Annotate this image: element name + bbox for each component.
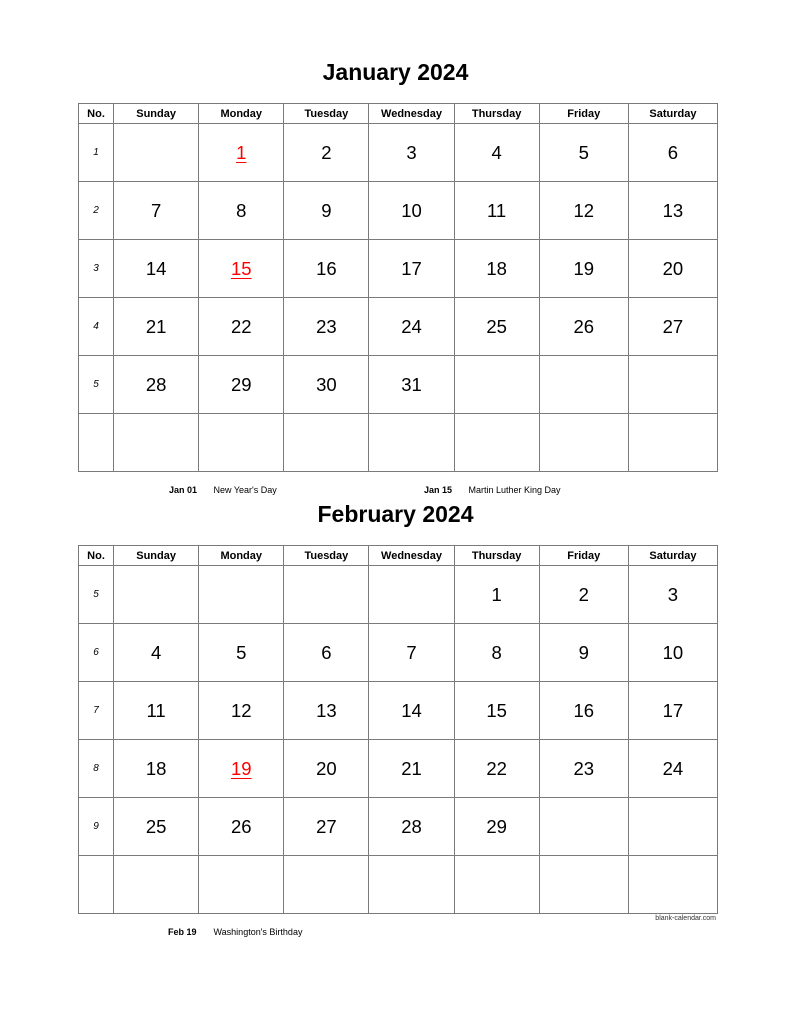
day-number: 21 <box>401 757 422 779</box>
weekday-header-wednesday: Wednesday <box>369 546 454 566</box>
day-number: 10 <box>401 199 422 221</box>
weekday-header-thursday: Thursday <box>454 104 539 124</box>
day-cell <box>369 124 454 182</box>
day-number: 3 <box>667 583 679 605</box>
day-number: 4 <box>150 641 162 663</box>
holiday-name: Martin Luther King Day <box>468 485 561 495</box>
day-cell <box>628 240 717 298</box>
day-cell <box>199 856 284 914</box>
day-cell <box>454 414 539 472</box>
holiday-day-number: 1 <box>236 141 247 163</box>
week-row <box>79 182 718 240</box>
day-cell <box>284 124 369 182</box>
day-cell <box>628 182 717 240</box>
day-number: 23 <box>316 315 337 337</box>
february-title: February 2024 <box>317 501 474 527</box>
day-number: 29 <box>230 373 252 395</box>
day-cell <box>539 240 628 298</box>
day-cell <box>114 740 199 798</box>
day-cell <box>628 414 717 472</box>
day-number: 27 <box>662 315 684 337</box>
day-cell <box>199 798 284 856</box>
holiday-note-jan15 <box>424 485 561 495</box>
day-cell <box>539 182 628 240</box>
day-cell <box>539 798 628 856</box>
week-number-header: No. <box>79 104 114 124</box>
day-cell <box>284 414 369 472</box>
day-number: 30 <box>316 373 337 395</box>
weekday-header-tuesday: Tuesday <box>284 104 369 124</box>
day-number: 18 <box>486 257 507 279</box>
day-cell <box>454 298 539 356</box>
day-cell <box>539 124 628 182</box>
day-number: 2 <box>321 141 332 163</box>
week-number: 8 <box>79 740 114 798</box>
day-number: 9 <box>578 641 589 663</box>
week-row <box>79 856 718 914</box>
day-number: 22 <box>486 757 507 779</box>
weekday-header-monday: Monday <box>199 546 284 566</box>
week-row <box>79 566 718 624</box>
day-number: 28 <box>145 373 167 395</box>
holiday-date: Feb 19 <box>168 927 197 937</box>
week-number <box>79 856 114 914</box>
day-cell <box>284 182 369 240</box>
week-number: 6 <box>79 624 114 682</box>
week-number: 1 <box>79 124 114 182</box>
day-number: 23 <box>573 757 595 779</box>
day-cell <box>628 682 717 740</box>
day-cell <box>628 566 717 624</box>
day-cell <box>114 682 199 740</box>
day-cell <box>628 856 717 914</box>
day-number: 10 <box>662 641 684 663</box>
day-cell <box>114 624 199 682</box>
week-row <box>79 124 718 182</box>
weekday-header-wednesday: Wednesday <box>369 104 454 124</box>
week-number: 4 <box>79 298 114 356</box>
day-number: 7 <box>406 641 417 663</box>
day-number: 19 <box>573 257 595 279</box>
day-cell <box>199 298 284 356</box>
day-number: 13 <box>316 699 337 721</box>
weekday-header-tuesday: Tuesday <box>284 546 369 566</box>
site-credit: blank-calendar.com <box>655 915 716 922</box>
week-row <box>79 624 718 682</box>
week-row <box>79 798 718 856</box>
weekday-header-sunday: Sunday <box>114 546 199 566</box>
day-cell <box>199 740 284 798</box>
day-number: 13 <box>662 199 684 221</box>
week-number <box>79 414 114 472</box>
day-cell <box>369 798 454 856</box>
day-cell <box>628 798 717 856</box>
weekday-header-friday: Friday <box>539 546 628 566</box>
day-number: 7 <box>150 199 162 221</box>
day-cell <box>369 240 454 298</box>
day-cell <box>369 182 454 240</box>
day-cell <box>284 298 369 356</box>
week-row <box>79 414 718 472</box>
day-number: 8 <box>236 199 247 221</box>
holiday-name: Washington's Birthday <box>213 927 303 937</box>
day-number: 24 <box>662 757 684 779</box>
week-row <box>79 356 718 414</box>
day-cell <box>539 856 628 914</box>
weekday-header-saturday: Saturday <box>628 546 717 566</box>
week-number: 7 <box>79 682 114 740</box>
day-number: 6 <box>321 641 332 663</box>
day-cell <box>369 298 454 356</box>
day-cell <box>114 124 199 182</box>
day-cell <box>369 740 454 798</box>
day-number: 3 <box>406 141 417 163</box>
day-cell <box>114 356 199 414</box>
day-cell <box>284 856 369 914</box>
day-cell <box>454 624 539 682</box>
weekday-header-saturday: Saturday <box>628 104 717 124</box>
day-cell <box>628 124 717 182</box>
day-number: 21 <box>145 315 167 337</box>
day-cell <box>539 414 628 472</box>
day-cell <box>628 356 717 414</box>
day-number: 25 <box>486 315 507 337</box>
holiday-day-number: 19 <box>230 757 252 779</box>
day-cell <box>199 124 284 182</box>
day-cell <box>114 414 199 472</box>
day-number: 5 <box>236 641 247 663</box>
day-cell <box>114 182 199 240</box>
day-cell <box>454 856 539 914</box>
day-number: 27 <box>316 815 337 837</box>
day-number: 12 <box>573 199 595 221</box>
day-number: 9 <box>321 199 332 221</box>
day-number: 11 <box>146 699 166 721</box>
day-cell <box>454 124 539 182</box>
day-cell <box>628 740 717 798</box>
day-number: 18 <box>145 757 167 779</box>
day-number: 22 <box>230 315 252 337</box>
day-number: 17 <box>401 257 422 279</box>
day-number: 20 <box>316 757 337 779</box>
day-cell <box>284 682 369 740</box>
holiday-date: Jan 15 <box>424 485 453 495</box>
day-number: 15 <box>486 699 507 721</box>
week-number-header: No. <box>79 546 114 566</box>
day-number: 29 <box>486 815 507 837</box>
holiday-day-number: 15 <box>230 257 252 279</box>
day-number: 4 <box>491 141 502 163</box>
holiday-date: Jan 01 <box>169 485 198 495</box>
january-calendar-table <box>78 103 718 472</box>
day-cell <box>369 682 454 740</box>
day-number: 14 <box>145 257 167 279</box>
day-cell <box>369 856 454 914</box>
day-cell <box>199 414 284 472</box>
day-number: 6 <box>667 141 679 163</box>
day-cell <box>539 566 628 624</box>
day-cell <box>284 624 369 682</box>
day-cell <box>454 798 539 856</box>
day-cell <box>539 624 628 682</box>
day-cell <box>199 182 284 240</box>
holiday-note-jan01 <box>169 485 277 495</box>
day-cell <box>199 356 284 414</box>
day-number: 24 <box>401 315 422 337</box>
weekday-header-sunday: Sunday <box>114 104 199 124</box>
day-cell <box>369 566 454 624</box>
day-cell <box>539 740 628 798</box>
weekday-header-thursday: Thursday <box>454 546 539 566</box>
day-cell <box>454 182 539 240</box>
week-number: 9 <box>79 798 114 856</box>
day-cell <box>199 566 284 624</box>
day-number: 12 <box>230 699 252 721</box>
day-number: 16 <box>316 257 337 279</box>
header-row <box>79 546 718 566</box>
day-number: 11 <box>487 199 507 221</box>
week-row <box>79 682 718 740</box>
day-cell <box>199 682 284 740</box>
day-cell <box>454 566 539 624</box>
header-row <box>79 104 718 124</box>
day-cell <box>114 566 199 624</box>
day-cell <box>454 356 539 414</box>
day-cell <box>539 682 628 740</box>
day-cell <box>454 240 539 298</box>
day-cell <box>369 414 454 472</box>
day-cell <box>114 240 199 298</box>
day-number: 20 <box>662 257 684 279</box>
day-cell <box>628 298 717 356</box>
day-number: 16 <box>573 699 595 721</box>
week-row <box>79 240 718 298</box>
day-number: 1 <box>491 583 502 605</box>
day-number: 31 <box>401 373 422 395</box>
week-row <box>79 298 718 356</box>
day-cell <box>369 356 454 414</box>
week-number: 5 <box>79 566 114 624</box>
day-cell <box>114 856 199 914</box>
holiday-note-feb19 <box>168 927 302 937</box>
day-number: 26 <box>230 815 252 837</box>
day-cell <box>284 566 369 624</box>
day-number: 17 <box>662 699 684 721</box>
day-number: 25 <box>145 815 167 837</box>
day-cell <box>199 240 284 298</box>
day-cell <box>114 798 199 856</box>
day-cell <box>284 240 369 298</box>
day-cell <box>284 740 369 798</box>
day-number: 8 <box>491 641 502 663</box>
day-cell <box>199 624 284 682</box>
week-number: 3 <box>79 240 114 298</box>
january-title: January 2024 <box>322 59 469 85</box>
february-calendar-table <box>78 545 718 914</box>
day-number: 2 <box>578 583 589 605</box>
day-cell <box>369 624 454 682</box>
day-cell <box>284 798 369 856</box>
day-number: 14 <box>401 699 422 721</box>
day-cell <box>284 356 369 414</box>
week-row <box>79 740 718 798</box>
day-cell <box>114 298 199 356</box>
holiday-name: New Year's Day <box>213 485 277 495</box>
day-number: 28 <box>401 815 422 837</box>
weekday-header-monday: Monday <box>199 104 284 124</box>
day-cell <box>539 298 628 356</box>
week-number: 2 <box>79 182 114 240</box>
day-number: 5 <box>578 141 589 163</box>
day-number: 26 <box>573 315 595 337</box>
weekday-header-friday: Friday <box>539 104 628 124</box>
week-number: 5 <box>79 356 114 414</box>
day-cell <box>628 624 717 682</box>
day-cell <box>454 682 539 740</box>
day-cell <box>539 356 628 414</box>
day-cell <box>454 740 539 798</box>
